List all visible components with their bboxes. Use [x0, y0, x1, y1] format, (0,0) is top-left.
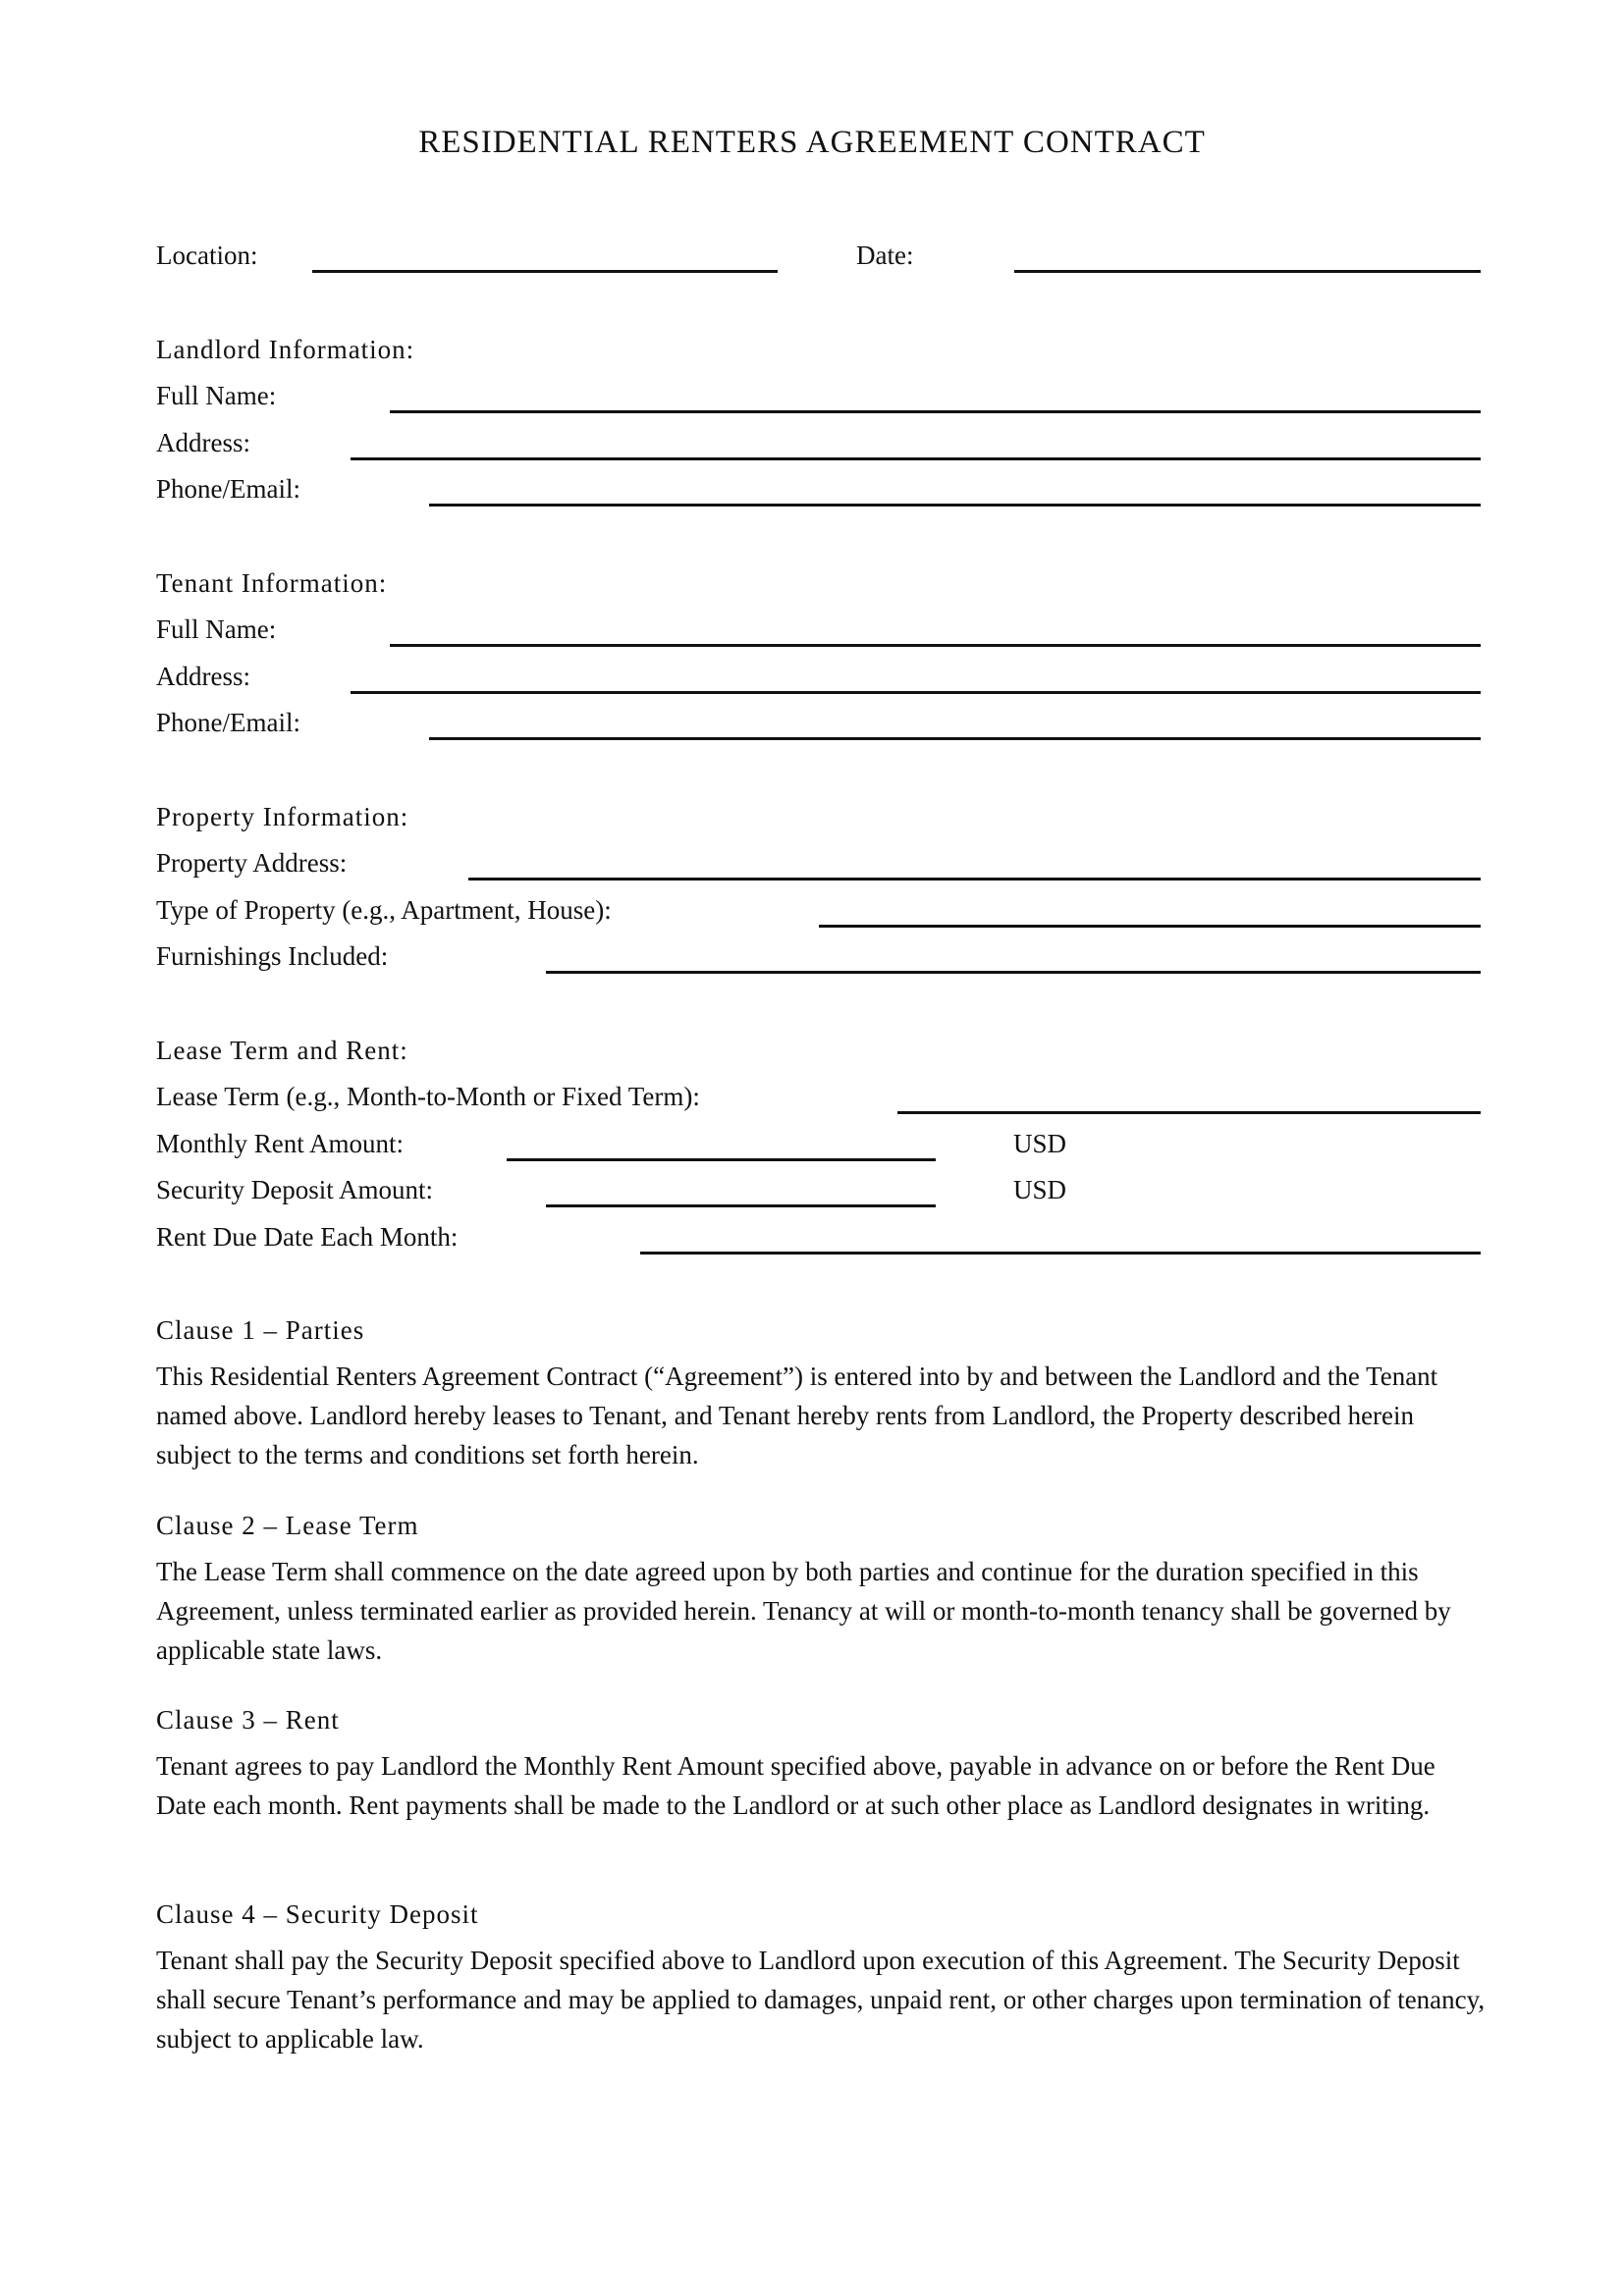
deposit-amount-label: Security Deposit Amount:: [156, 1175, 433, 1204]
location-label: Location:: [156, 240, 258, 270]
location-field[interactable]: [312, 270, 778, 273]
clause-heading: Clause 3 – Rent: [156, 1705, 340, 1735]
landlord-contact-label: Phone/Email:: [156, 474, 300, 504]
clause-text: This Residential Renters Agreement Contract (“Agreement”) is entered into by and between the Landlord and the Tenant named above. Landlord hereby leases to Tenant, and Tenant hereby rents from Landlord, the Property described herein subject to the terms and conditions set forth herein.: [156, 1362, 1438, 1469]
clause-text: Tenant agrees to pay Landlord the Monthly Rent Amount specified above, payable in advance on or before the Rent Due Date each month. Rent payments shall be made to the Landlord or at such other place as Landlord designates in writing.: [156, 1751, 1435, 1820]
property-type-label: Type of Property (e.g., Apartment, House):: [156, 895, 612, 925]
deposit-amount-field[interactable]: [546, 1204, 936, 1207]
rent-currency: USD: [1013, 1129, 1067, 1158]
property-address-label: Property Address:: [156, 848, 348, 878]
clause-heading: Clause 2 – Lease Term: [156, 1511, 419, 1540]
tenant-name-field[interactable]: [390, 644, 1481, 647]
property-type-field[interactable]: [819, 925, 1481, 928]
furnishings-field[interactable]: [546, 971, 1481, 974]
deposit-currency: USD: [1013, 1175, 1067, 1204]
landlord-address-label: Address:: [156, 428, 250, 457]
property-heading: Property Information:: [156, 802, 409, 831]
tenant-address-field[interactable]: [351, 691, 1481, 694]
property-address-field[interactable]: [468, 878, 1481, 881]
lease-heading: Lease Term and Rent:: [156, 1036, 408, 1065]
document-title: RESIDENTIAL RENTERS AGREEMENT CONTRACT: [418, 125, 1206, 160]
furnishings-label: Furnishings Included:: [156, 941, 389, 971]
tenant-name-label: Full Name:: [156, 614, 277, 644]
tenant-heading: Tenant Information:: [156, 568, 388, 598]
landlord-address-field[interactable]: [351, 457, 1481, 460]
rent-due-label: Rent Due Date Each Month:: [156, 1222, 459, 1252]
landlord-heading: Landlord Information:: [156, 335, 415, 364]
date-field[interactable]: [1014, 270, 1481, 273]
rent-due-field[interactable]: [640, 1252, 1481, 1255]
rent-amount-field[interactable]: [507, 1158, 936, 1161]
rent-amount-label: Monthly Rent Amount:: [156, 1129, 405, 1158]
tenant-contact-field[interactable]: [429, 737, 1481, 740]
lease-term-field[interactable]: [897, 1111, 1481, 1114]
landlord-contact-field[interactable]: [429, 504, 1481, 507]
clause-text: Tenant shall pay the Security Deposit specified above to Landlord upon execution of this Agreement. The Security Deposit shall secure Tenant’s performance and may be applied to damages, unpaid rent, or other charges upon termination of tenancy, subject to applicable law.: [156, 1946, 1486, 2054]
landlord-name-field[interactable]: [390, 410, 1481, 413]
clause-heading: Clause 4 – Security Deposit: [156, 1899, 479, 1929]
tenant-address-label: Address:: [156, 662, 250, 691]
clause-text: The Lease Term shall commence on the date agreed upon by both parties and continue for the duration specified in this Agreement, unless terminated earlier as provided herein. Tenancy at will or month-to-month tenancy shall be governed by applicable state laws.: [156, 1557, 1451, 1665]
tenant-contact-label: Phone/Email:: [156, 708, 300, 737]
landlord-name-label: Full Name:: [156, 381, 277, 410]
lease-term-label: Lease Term (e.g., Month-to-Month or Fixed Term):: [156, 1082, 700, 1111]
clause-heading: Clause 1 – Parties: [156, 1315, 365, 1345]
date-label: Date:: [856, 240, 914, 270]
